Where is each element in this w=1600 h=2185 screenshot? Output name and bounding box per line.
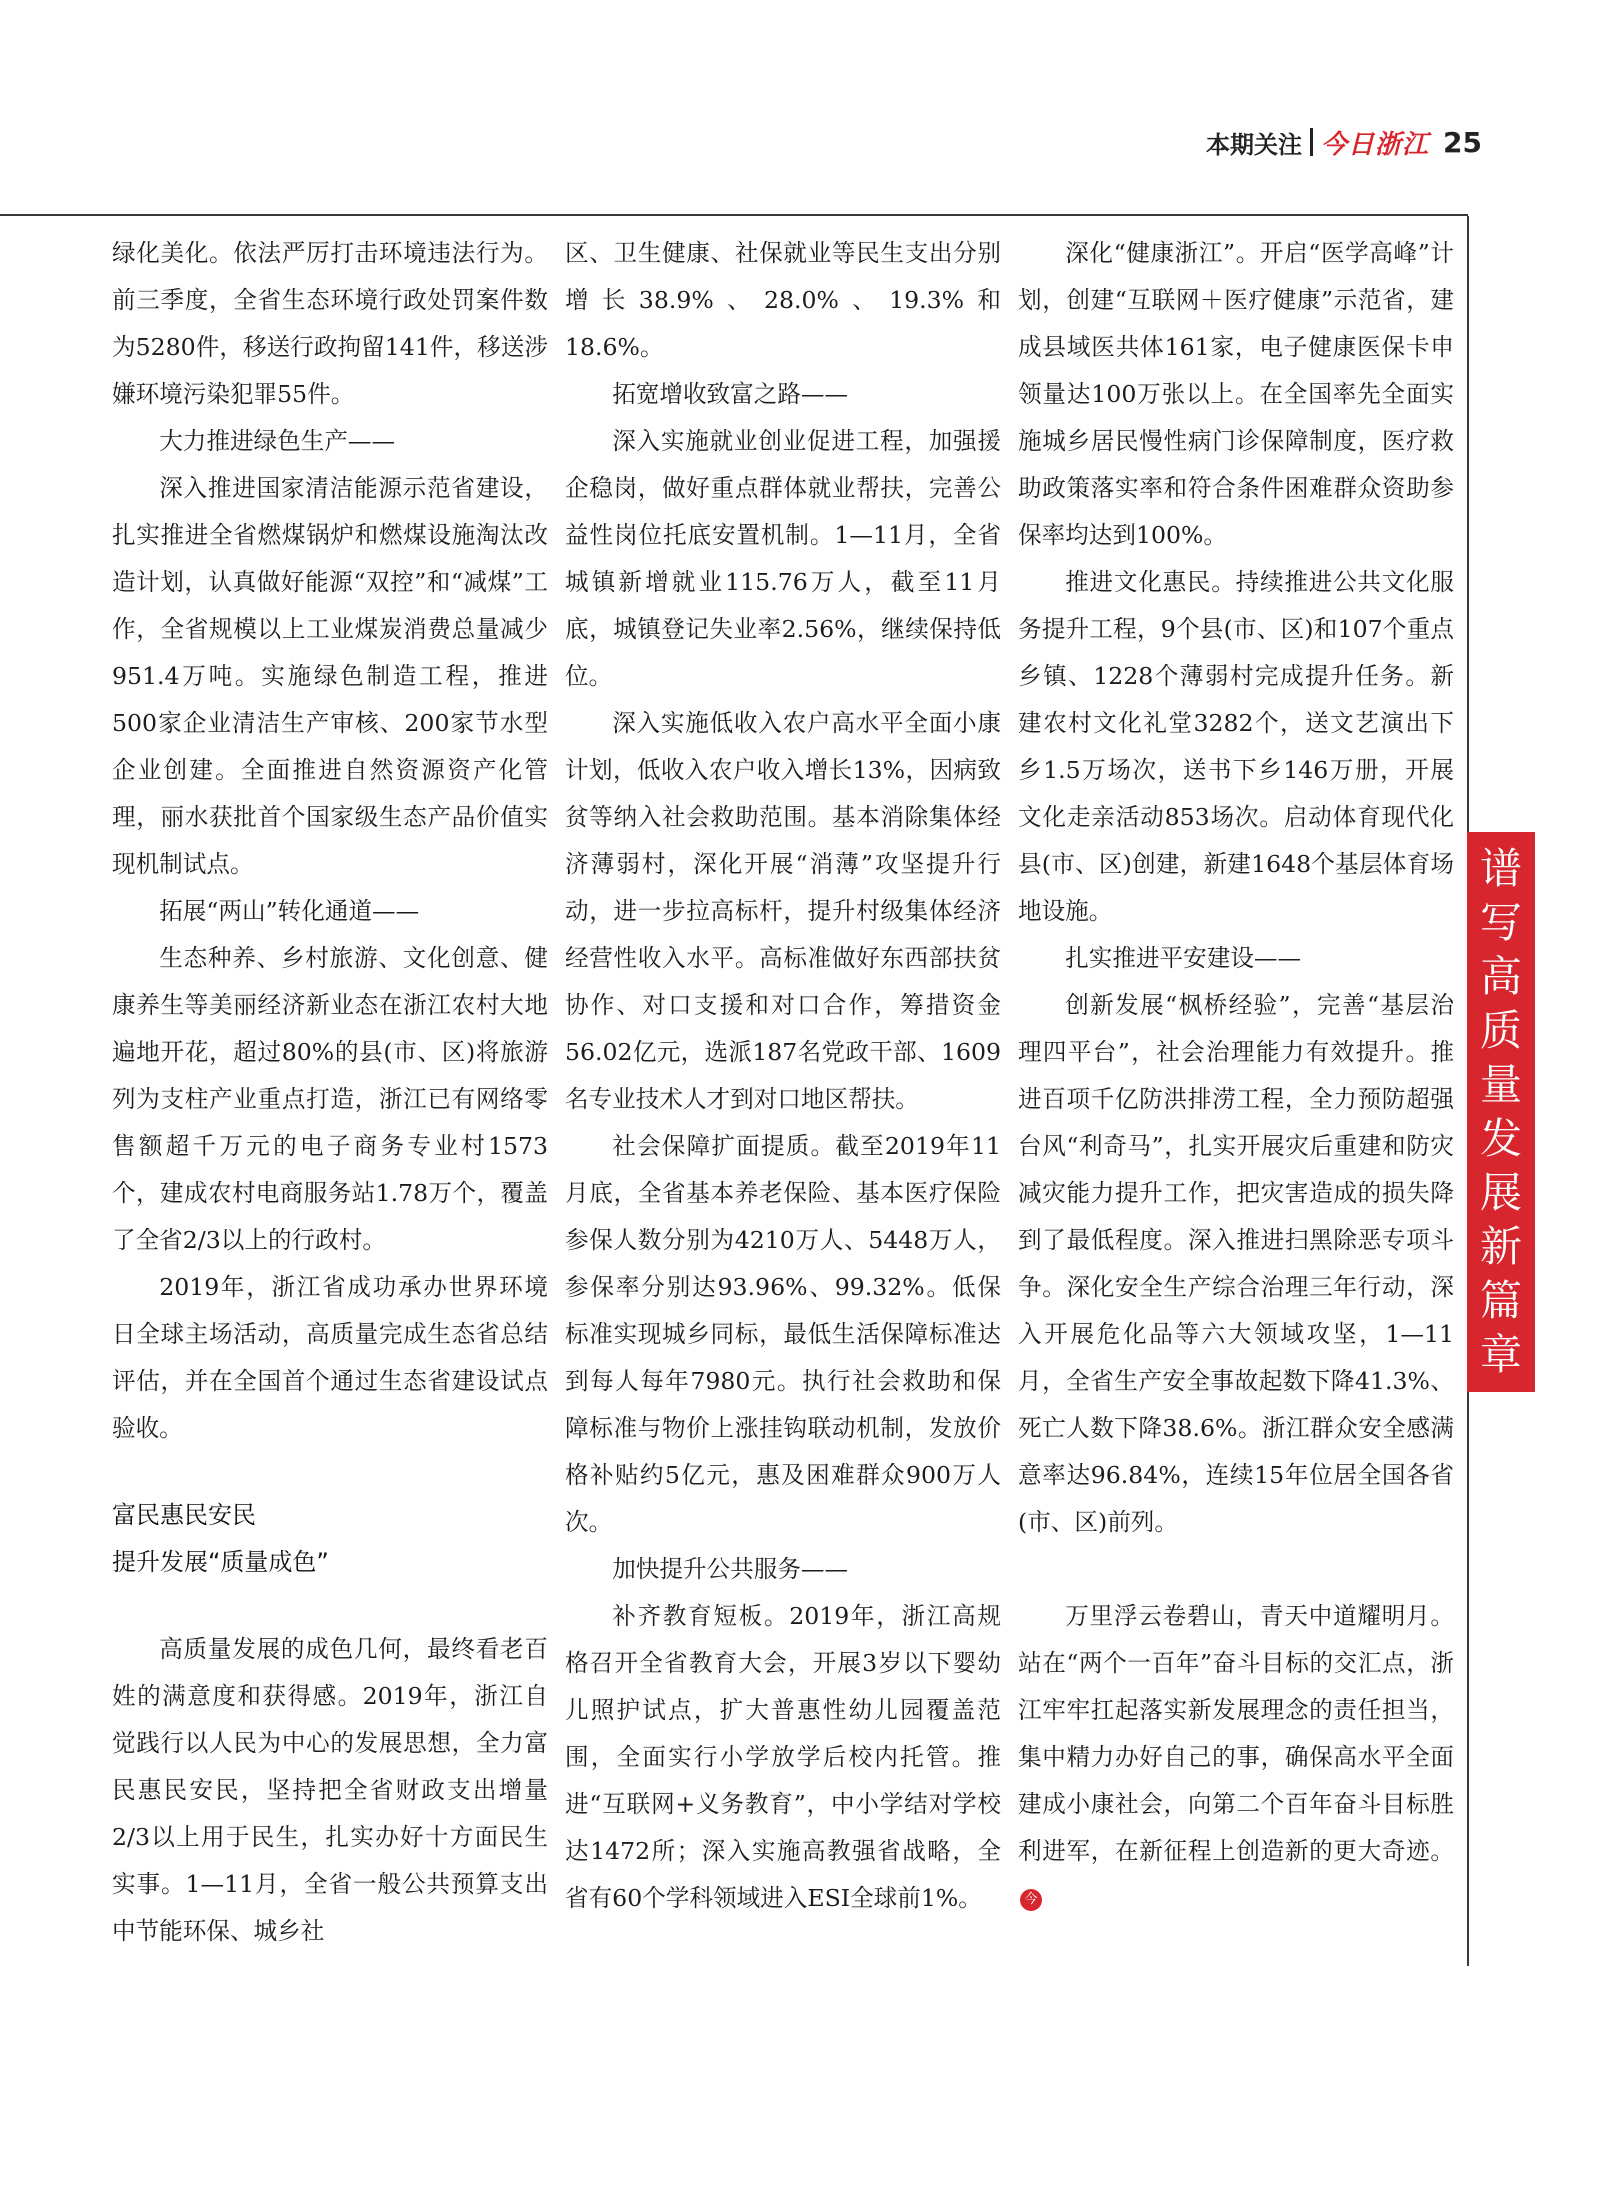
paragraph: 创新发展“枫桥经验”，完善“基层治理四平台”，社会治理能力有效提升。推进百项千亿防洪排涝工程，全力预防超强台风“利奇马”，扎实开展灾后重建和防灾减灾能力提升工作，把灾害造成的损失降到了最低程度。深入推进扫黑除恶专项斗争。深化安全生产综合治理三年行动，深入开展危化品等六大领域攻坚，1—11月，全省生产安全事故起数下降41.3%、死亡人数下降38.6%。浙江群众安全感满意率达96.84%，连续15年位居全国各省(市、区)前列。 — [1018, 991, 1454, 1536]
subheading: 加快提升公共服务—— — [612, 1555, 849, 1583]
subheading: 扎实推进平安建设—— — [1065, 944, 1302, 972]
paragraph: 补齐教育短板。2019年，浙江高规格召开全省教育大会，开展3岁以下婴幼儿照护试点，扩大普惠性幼儿园覆盖范围，全面实行小学放学后校内托管。推进“互联网+义务教育”，中小学结对学校达1472所；深入实施高教强省战略，全省有60个学科领域进入ESI全球前1%。 — [565, 1602, 1001, 1912]
side-title-banner — [1467, 832, 1535, 1392]
side-title-char: 新 — [1479, 1222, 1522, 1271]
paragraph: 深入推进国家清洁能源示范省建设，扎实推进全省燃煤锅炉和燃煤设施淘汰改造计划，认真做好能源“双控”和“减煤”工作，全省规模以上工业煤炭消费总量减少951.4万吨。实施绿色制造工程，推进500家企业清洁生产审核、200家节水型企业创建。全面推进自然资源资产化管理，丽水获批首个国家级生态产品价值实现机制试点。 — [112, 474, 548, 878]
paragraph: 区、卫生健康、社保就业等民生支出分别增长38.9%、28.0%、19.3%和18.6%。 — [565, 239, 1001, 361]
header-divider — [1310, 128, 1313, 156]
paragraph: 绿化美化。依法严厉打击环境违法行为。前三季度，全省生态环境行政处罚案件数为5280件，移送行政拘留141件，移送涉嫌环境污染犯罪55件。 — [112, 239, 548, 408]
paragraph: 2019年，浙江省成功承办世界环境日全球主场活动，高质量完成生态省总结评估，并在全国首个通过生态省建设试点验收。 — [112, 1273, 548, 1442]
subheading: 拓展“两山”转化通道—— — [159, 897, 420, 925]
side-title-char: 高 — [1479, 952, 1522, 1001]
paragraph: 深入实施就业创业促进工程，加强援企稳岗，做好重点群体就业帮扶，完善公益性岗位托底安置机制。1—11月，全省城镇新增就业115.76万人，截至11月底，城镇登记失业率2.56%，继续保持低位。 — [565, 427, 1001, 690]
end-mark-icon: 今 — [1020, 1889, 1042, 1911]
magazine-logo: 今日浙江 — [1321, 129, 1430, 160]
side-title-char: 谱 — [1479, 844, 1522, 893]
paragraph: 深化“健康浙江”。开启“医学高峰”计划，创建“互联网＋医疗健康”示范省，建成县域医共体161家，电子健康医保卡申领量达100万张以上。在全国率先全面实施城乡居民慢性病门诊保障制度，医疗救助政策落实率和符合条件困难群众资助参保率均达到100%。 — [1018, 239, 1454, 549]
paragraph: 深入实施低收入农户高水平全面小康计划，低收入农户收入增长13%，因病致贫等纳入社会救助范围。基本消除集体经济薄弱村，深化开展“消薄”攻坚提升行动，进一步拉高标杆，提升村级集体经济经营性收入水平。高标准做好东西部扶贫协作、对口支援和对口合作，筹措资金56.02亿元，选派187名党政干部、1609名专业技术人才到对口地区帮扶。 — [565, 709, 1001, 1113]
side-title-char: 发 — [1479, 1114, 1522, 1163]
section-heading-line-2: 提升发展“质量成色” — [112, 1548, 329, 1576]
side-title-char: 写 — [1479, 898, 1522, 947]
side-title-char: 量 — [1479, 1060, 1522, 1109]
paragraph: 高质量发展的成色几何，最终看老百姓的满意度和获得感。2019年，浙江自觉践行以人民为中心的发展思想，全力富民惠民安民，坚持把全省财政支出增量2/3以上用于民生，扎实办好十方面民生实事。1—11月，全省一般公共预算支出中节能环保、城乡社 — [112, 1635, 548, 1945]
side-title-char: 章 — [1479, 1330, 1522, 1379]
side-title-char: 展 — [1479, 1168, 1522, 1217]
closing-text: 万里浮云卷碧山，青天中道耀明月。站在“两个一百年”奋斗目标的交汇点，浙江牢牢扛起落实新发展理念的责任担当，集中精力办好自己的事，确保高水平全面建成小康社会，向第二个百年奋斗目标胜利进军，在新征程上创造新的更大奇迹。 — [1018, 1602, 1454, 1865]
section-label: 本期关注 — [1206, 130, 1303, 159]
page-header — [1206, 122, 1482, 162]
side-title-char: 质 — [1479, 1006, 1522, 1055]
subheading: 拓宽增收致富之路—— — [612, 380, 849, 408]
section-heading-line-1: 富民惠民安民 — [112, 1501, 256, 1529]
paragraph: 社会保障扩面提质。截至2019年11月底，全省基本养老保险、基本医疗保险参保人数分别为4210万人、5448万人，参保率分别达93.96%、99.32%。低保标准实现城乡同标，最低生活保障标准达到每人每年7980元。执行社会救助和保障标准与物价上涨挂钩联动机制，发放价格补贴约5亿元，惠及困难群众900万人次。 — [565, 1132, 1001, 1536]
side-title-char: 篇 — [1479, 1276, 1522, 1325]
subheading: 大力推进绿色生产—— — [159, 427, 396, 455]
paragraph: 生态种养、乡村旅游、文化创意、健康养生等美丽经济新业态在浙江农村大地遍地开花，超过80%的县(市、区)将旅游列为支柱产业重点打造，浙江已有网络零售额超千万元的电子商务专业村1573个，建成农村电商服务站1.78万个，覆盖了全省2/3以上的行政村。 — [112, 944, 548, 1254]
page-number: 25 — [1443, 125, 1482, 159]
paragraph: 推进文化惠民。持续推进公共文化服务提升工程，9个县(市、区)和107个重点乡镇、1228个薄弱村完成提升任务。新建农村文化礼堂3282个，送文艺演出下乡1.5万场次，送书下乡146万册，开展文化走亲活动853场次。启动体育现代化县(市、区)创建，新建1648个基层体育场地设施。 — [1018, 568, 1454, 925]
column-2 — [565, 230, 1001, 1922]
column-3 — [1018, 230, 1454, 1922]
top-rule — [0, 214, 1468, 216]
column-1 — [112, 230, 548, 1955]
closing-paragraph — [1018, 1593, 1454, 1922]
